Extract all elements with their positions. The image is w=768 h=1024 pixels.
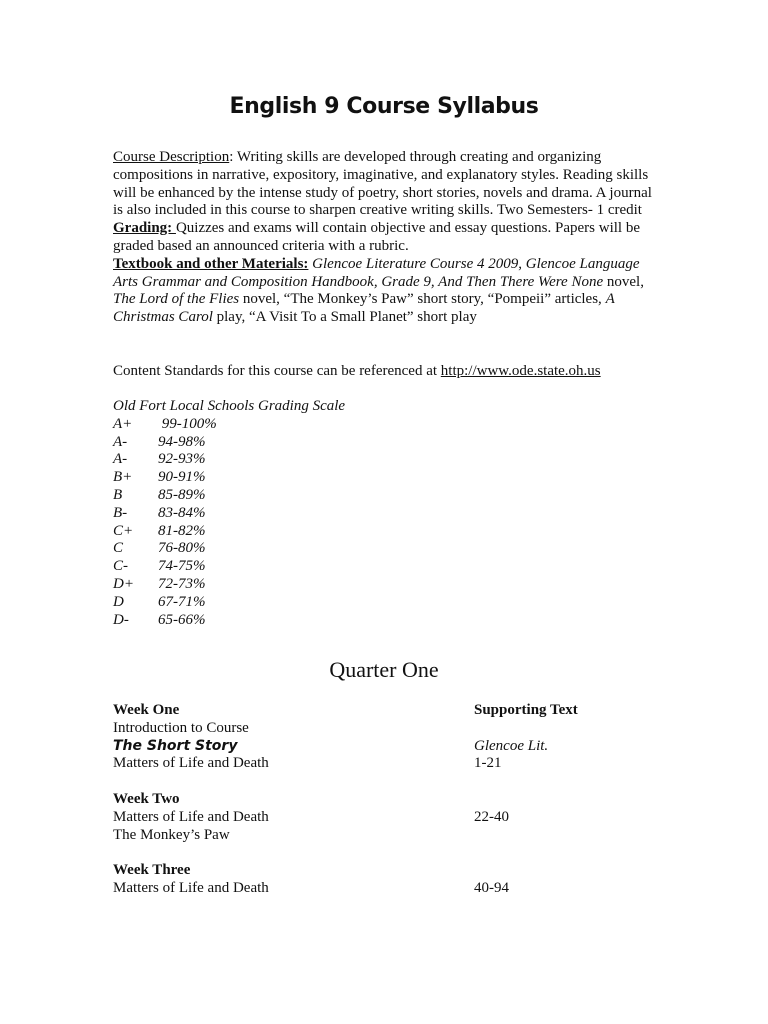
- grading-scale-row: [113, 576, 658, 594]
- syllabus-intro: [113, 149, 658, 327]
- week-one-heading: Week One: [113, 702, 180, 718]
- grade-range: 94-98%: [158, 433, 206, 450]
- grading-scale-heading: Old Fort Local Schools Grading Scale: [113, 398, 346, 414]
- material-handbook: Glencoe Language Arts Grammar and Composition Handbook, Grade 9, And Then There Were None: [113, 255, 640, 290]
- week-two-topic: Matters of Life and Death: [113, 808, 269, 825]
- material-lord-of-the-flies: The Lord of the Flies: [113, 291, 240, 308]
- materials-novel: novel,: [603, 273, 644, 290]
- material-glencoe-lit: Glencoe Literature Course 4 2009: [308, 255, 519, 272]
- grade-range: 65-66%: [158, 611, 206, 628]
- grade-letter: C: [113, 540, 124, 557]
- week-two-heading: Week Two: [113, 790, 180, 807]
- standards-text: Content Standards for this course can be referenced at: [113, 363, 441, 379]
- grading-scale-row: [113, 451, 658, 469]
- grade-range: 74-75%: [158, 558, 206, 575]
- grading-scale-row: [113, 469, 658, 487]
- grade-range: 67-71%: [158, 593, 206, 610]
- grade-range: 90-91%: [158, 469, 206, 486]
- week-one-topic: Matters of Life and Death: [113, 755, 269, 772]
- week-three-heading: Week Three: [113, 862, 191, 879]
- course-description-text: : Writing skills are developed through creating and organizing compositions in narrative, expository, imaginative, and explanatory styles. Reading skills will be enhanced by the intense study of poetry, short stories, novels and drama. A journal is also included in this course to sharpen creative writing skills. Two Semesters- 1 credit: [113, 149, 652, 219]
- grading-scale-row: [113, 487, 658, 505]
- grade-range: 83-84%: [158, 504, 206, 521]
- grading-scale: [113, 398, 658, 629]
- grading-text: Quizzes and exams will contain objective and essay questions. Papers will be graded based an announced criteria with a rubric.: [113, 220, 640, 254]
- quarter-heading: Quarter One: [329, 657, 439, 682]
- materials-short-works: novel, “The Monkey’s Paw” short story, “Pompeii” articles,: [239, 291, 606, 308]
- course-description-label: Course Description: [113, 149, 230, 165]
- grading-label: Grading:: [113, 220, 176, 237]
- materials-label: Textbook and other Materials:: [113, 255, 309, 272]
- grade-range: 92-93%: [158, 451, 206, 468]
- grading-scale-row: [113, 540, 658, 558]
- grading-scale-row: [113, 434, 658, 452]
- document-title: English 9 Course Syllabus: [229, 94, 539, 119]
- grade-letter: A-: [113, 451, 128, 468]
- glencoe-lit-ref: Glencoe Lit.: [474, 737, 549, 754]
- grading-scale-row: [113, 505, 658, 523]
- week-two-pages: 22-40: [474, 808, 509, 825]
- materials-play: play, “A Visit To a Small Planet” short play: [212, 309, 477, 326]
- grade-letter: B: [113, 486, 123, 503]
- grade-letter: D-: [113, 611, 129, 628]
- grade-letter: C-: [113, 558, 128, 575]
- grade-range: 81-82%: [158, 522, 206, 539]
- grade-letter: C+: [113, 522, 134, 539]
- grade-range: 99-100%: [158, 415, 217, 432]
- grade-letter: A-: [113, 433, 128, 450]
- grade-letter: B+: [113, 469, 133, 486]
- materials-separator: ,: [518, 255, 526, 272]
- grading-scale-row: [113, 594, 658, 612]
- week-three-pages: 40-94: [474, 879, 509, 896]
- grade-letter: D+: [113, 575, 134, 592]
- material-christmas-carol: A Christmas Carol: [113, 291, 615, 326]
- grade-range: 85-89%: [158, 486, 206, 503]
- grade-letter: A+: [113, 415, 133, 432]
- schedule: [113, 702, 673, 898]
- grading-scale-row: [113, 558, 658, 576]
- grading-scale-row: [113, 523, 658, 541]
- week-three-topic: Matters of Life and Death: [113, 879, 269, 896]
- grade-range: 72-73%: [158, 575, 206, 592]
- week-one-pages: 1-21: [474, 755, 502, 772]
- grade-range: 76-80%: [158, 540, 206, 557]
- grading-scale-row: [113, 416, 658, 434]
- standards-link[interactable]: http://www.ode.state.oh.us: [440, 363, 601, 379]
- monkeys-paw: The Monkey’s Paw: [113, 826, 230, 843]
- intro-to-course: Introduction to Course: [113, 719, 249, 736]
- content-standards: [113, 363, 658, 381]
- short-story-heading: The Short Story: [113, 737, 238, 754]
- supporting-text-heading: Supporting Text: [474, 702, 578, 718]
- grading-scale-row: [113, 612, 658, 630]
- grade-letter: B-: [113, 504, 128, 521]
- grade-letter: D: [113, 593, 124, 610]
